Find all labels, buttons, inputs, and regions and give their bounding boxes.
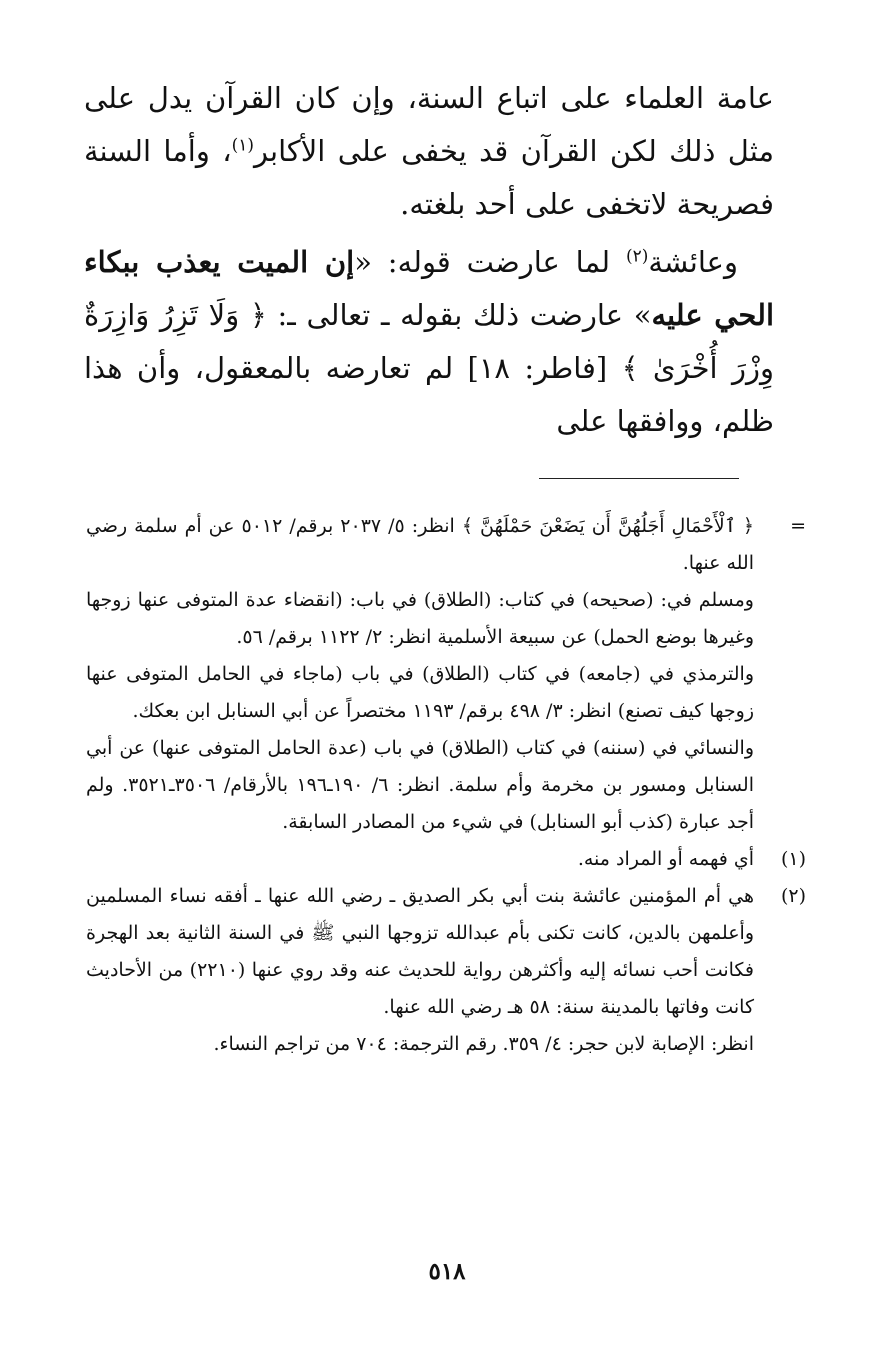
footnote-paragraph: ومسلم في: (صحيحه) في كتاب: (الطلاق) في باب: (انقضاء عدة المتوفى عنها زوجها وغيرها بوضع الحمل) عن سبيعة الأسلمية انظر: ٢/ ١١٢٢ برقم/ ٥٦. xyxy=(86,589,754,648)
main-paragraph-1-end: ، وأما السنة فصريحة لاتخفى على أحد بلغته. xyxy=(84,134,774,221)
footnote-2-marker: (٢) xyxy=(780,885,806,907)
page-number: ٥١٨ xyxy=(428,1258,466,1285)
main-paragraph-2-mid: لما عارضت قوله: « xyxy=(354,245,626,279)
footnote-ref-2: (٢) xyxy=(625,246,649,267)
main-paragraph-2 xyxy=(84,236,774,448)
footnote-paragraph: والنسائي في (سننه) في كتاب (الطلاق) في باب (عدة الحامل المتوفى عنها) عن أبي السنابل ومسور بن مخرمة وأم سلمة. انظر: ٦/ ١٩٠ـ١٩٦ بالأرقام/ ٣٥٠٦ـ٣٥٢١. ولم أجد عبارة (كذب أبو السنابل) في شيء من المصادر السابقة. xyxy=(86,737,754,833)
footnote-ref-1: (١) xyxy=(231,135,255,156)
footnote-1-body xyxy=(86,841,754,878)
main-paragraph-2-rest: » عارضت ذلك بقوله ـ تعالى ـ: ﴿ وَلَا تَزِرُ وَازِرَةٌ وِزْرَ أُخْرَىٰ ﴾ [فاطر: ١٨] لم تعارضه بالمعقول، وأن هذا ظلم، ووافقها على xyxy=(84,298,774,438)
footnote-paragraph: ﴿ ٱلْأَحْمَالِ أَجَلُهُنَّ أَن يَضَعْنَ حَمْلَهُنَّ ﴾ انظر: ٥/ ٢٠٣٧ برقم/ ٥٠١٢ عن أم سلمة رضي الله عنها. xyxy=(86,515,754,574)
main-text xyxy=(84,72,774,453)
footnote-continuation-body xyxy=(86,508,754,841)
hadith-quote: إن الميت يعذب ببكاء الحي عليه xyxy=(84,245,774,332)
main-paragraph-1 xyxy=(84,72,774,231)
footnotes xyxy=(86,508,806,1063)
main-paragraph-1-text: عامة العلماء على اتباع السنة، وإن كان القرآن يدل على مثل ذلك لكن القرآن قد يخفى على الأكابر xyxy=(84,81,774,168)
footnote-paragraph: هي أم المؤمنين عائشة بنت أبي بكر الصديق ـ رضي الله عنها ـ أفقه نساء المسلمين وأعلمهن بالدين، كانت تكنى بأم عبدالله تزوجها النبي ﷺ في السنة الثانية بعد الهجرة فكانت أحب نسائه إليه وأكثرهن رواية للحديث عنه وقد روي عنها (٢٢١٠) من الأحاديث كانت وفاتها بالمدينة سنة: ٥٨ هـ رضي الله عنها. xyxy=(86,885,755,1018)
footnote-2 xyxy=(86,878,806,1063)
footnote-separator xyxy=(539,478,739,479)
main-paragraph-2-start: وعائشة xyxy=(648,245,738,279)
footnote-paragraph: أي فهمه أو المراد منه. xyxy=(577,848,754,870)
continuation-marker: = xyxy=(790,515,806,537)
footnote-paragraph: والترمذي في (جامعه) في كتاب (الطلاق) في باب (ماجاء في الحامل المتوفى عنها زوجها كيف تصنع) انظر: ٣/ ٤٩٨ برقم/ ١١٩٣ مختصراً عن أبي السنابل ابن بعكك. xyxy=(86,663,754,722)
footnote-1-marker: (١) xyxy=(780,848,806,870)
footnote-2-body xyxy=(86,878,754,1063)
footnote-1 xyxy=(86,841,806,878)
footnote-continuation xyxy=(86,508,806,841)
footnote-paragraph: انظر: الإصابة لابن حجر: ٤/ ٣٥٩. رقم الترجمة: ٧٠٤ من تراجم النساء. xyxy=(213,1033,754,1055)
